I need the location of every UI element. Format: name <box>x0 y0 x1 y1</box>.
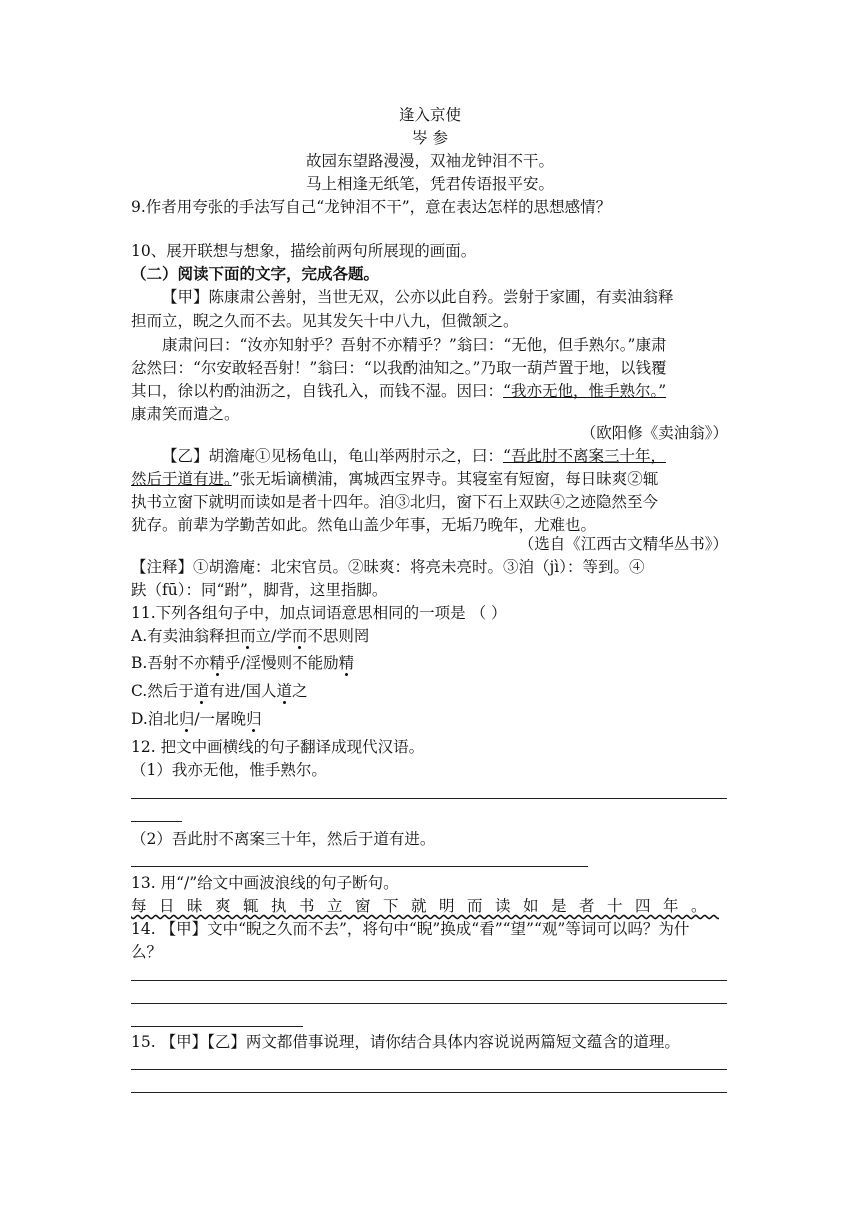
dotted-word: 精 <box>209 654 225 672</box>
question-13-sentence: 每日昧爽辄执书立窗下就明而读如是者十四年。 <box>131 897 720 915</box>
question-13-stem: 13. 用“/”给文中画波浪线的句子断句。 <box>131 874 399 892</box>
poem-author: 岑 参 <box>412 129 448 147</box>
underlined-sentence: “吾此肘不离案三十年， <box>503 447 666 465</box>
option-text: 有进/国人 <box>209 682 277 700</box>
notes-line-1: 【注释】①胡澹庵：北宋官员。②昧爽：将亮未亮时。③洎（jì）：等到。④ <box>131 558 645 576</box>
notes-line-2: 趺（fū）：同“跗”，脚背，这里指脚。 <box>131 581 388 599</box>
yi-line-1 <box>131 445 731 467</box>
section-heading: （二）阅读下面的文字，完成各题。 <box>131 264 380 283</box>
yi-line-2 <box>131 468 731 490</box>
option-a <box>131 625 731 647</box>
dotted-word: 而 <box>291 627 308 645</box>
answer-line[interactable] <box>131 866 588 867</box>
option-text: 立/学 <box>255 627 292 645</box>
answer-line[interactable] <box>131 798 727 799</box>
question-10: 10、展开联想与想象，描绘前两句所展现的画面。 <box>131 242 477 260</box>
option-b <box>131 652 731 674</box>
option-d <box>131 708 731 730</box>
option-text: A.有卖油翁释担 <box>131 627 241 645</box>
jia-text: 其口，徐以杓酌油沥之，自钱孔入，而钱不湿。因曰： <box>131 382 504 400</box>
option-text: D.洎北 <box>131 710 179 728</box>
question-12-sentence-1: （1）我亦无他，惟手熟尔。 <box>131 761 327 779</box>
yi-line-4: 犹存。前辈为学勤苦如此。然龟山盖少年事，无垢乃晚年，尤难也。 <box>131 516 597 534</box>
dotted-word: 精 <box>338 654 355 672</box>
dotted-word: 道 <box>193 682 210 700</box>
question-11-stem: 11.下列各组句子中，加点词语意思相同的一项是 （ ） <box>131 604 507 622</box>
answer-line[interactable] <box>131 1092 727 1093</box>
yi-text: ”张无垢谪横浦，寓城西宝界寺。其寝室有短窗，每日昧爽②辄 <box>231 470 659 488</box>
dotted-word: 归 <box>246 710 262 728</box>
underlined-sentence: 然后于道有进。 <box>131 470 232 488</box>
dotted-word: 归 <box>178 710 195 728</box>
question-12-sentence-2: （2）吾此肘不离案三十年，然后于道有进。 <box>131 830 436 848</box>
option-c <box>131 680 731 702</box>
poem-line-1: 故园东望路漫漫，双袖龙钟泪不干。 <box>305 152 554 170</box>
jia-paragraph-2-line-4: 康肃笑而遣之。 <box>131 405 240 423</box>
option-text: 乎/淫慢则不能励 <box>224 654 339 672</box>
poem-title: 逢入京使 <box>398 106 461 124</box>
jia-source: （欧阳修《卖油翁》） <box>580 424 728 442</box>
answer-line[interactable] <box>131 821 182 822</box>
question-12-stem: 12. 把文中画横线的句子翻译成现代汉语。 <box>131 738 425 756</box>
question-9: 9.作者用夸张的手法写自己“龙钟泪不干”，意在表达怎样的思想感情？ <box>131 198 612 216</box>
answer-line[interactable] <box>131 1003 727 1004</box>
yi-line-3: 执书立窗下就明而读如是者十四年。洎③北归，窗下石上双趺④之迹隐然至今 <box>131 493 659 511</box>
dotted-word: 道 <box>276 682 292 700</box>
question-15: 15. 【甲】【乙】两文都借事说理，请你结合具体内容说说两篇短文蕴含的道理。 <box>131 1033 680 1051</box>
option-text: 之 <box>292 682 308 700</box>
underlined-sentence: “我亦无他，惟手熟尔。” <box>503 382 667 400</box>
option-text: 不思则罔 <box>307 627 370 645</box>
jia-paragraph-2-line-3 <box>131 380 731 402</box>
option-text: B.吾射不亦 <box>131 654 210 672</box>
question-14-line-2: 么？ <box>131 943 163 961</box>
dotted-word: 而 <box>240 627 256 645</box>
jia-paragraph-2-line-1: 康肃问曰：“汝亦知射乎？吾射不亦精乎？”翁曰：“无他，但手熟尔。”康肃 <box>162 336 667 354</box>
jia-paragraph-1-line-2: 担而立，睨之久而不去。见其发矢十中八九，但微颔之。 <box>131 312 519 330</box>
question-14-line-1: 14. 【甲】文中“睨之久而不去”，将句中“睨”换成“看”“望”“观”等词可以吗？为什 <box>131 920 690 938</box>
option-text: /一屠晚 <box>194 710 247 728</box>
poem-line-2: 马上相逢无纸笔，凭君传语报平安。 <box>305 175 554 193</box>
yi-text: 【乙】胡澹庵①见杨龟山，龟山举两肘示之，曰： <box>162 447 504 465</box>
option-text: C.然后于 <box>131 682 194 700</box>
answer-line[interactable] <box>131 980 727 981</box>
answer-line[interactable] <box>131 1026 303 1027</box>
answer-line[interactable] <box>131 1069 727 1070</box>
jia-paragraph-2-line-2: 忿然曰：“尔安敢轻吾射！”翁曰：“以我酌油知之。”乃取一葫芦置于地，以钱覆 <box>131 359 667 377</box>
yi-source: （选自《江西古文精华丛书》） <box>518 535 728 553</box>
jia-paragraph-1-line-1: 【甲】陈康肃公善射，当世无双，公亦以此自矜。尝射于家圃，有卖油翁释 <box>162 288 674 306</box>
